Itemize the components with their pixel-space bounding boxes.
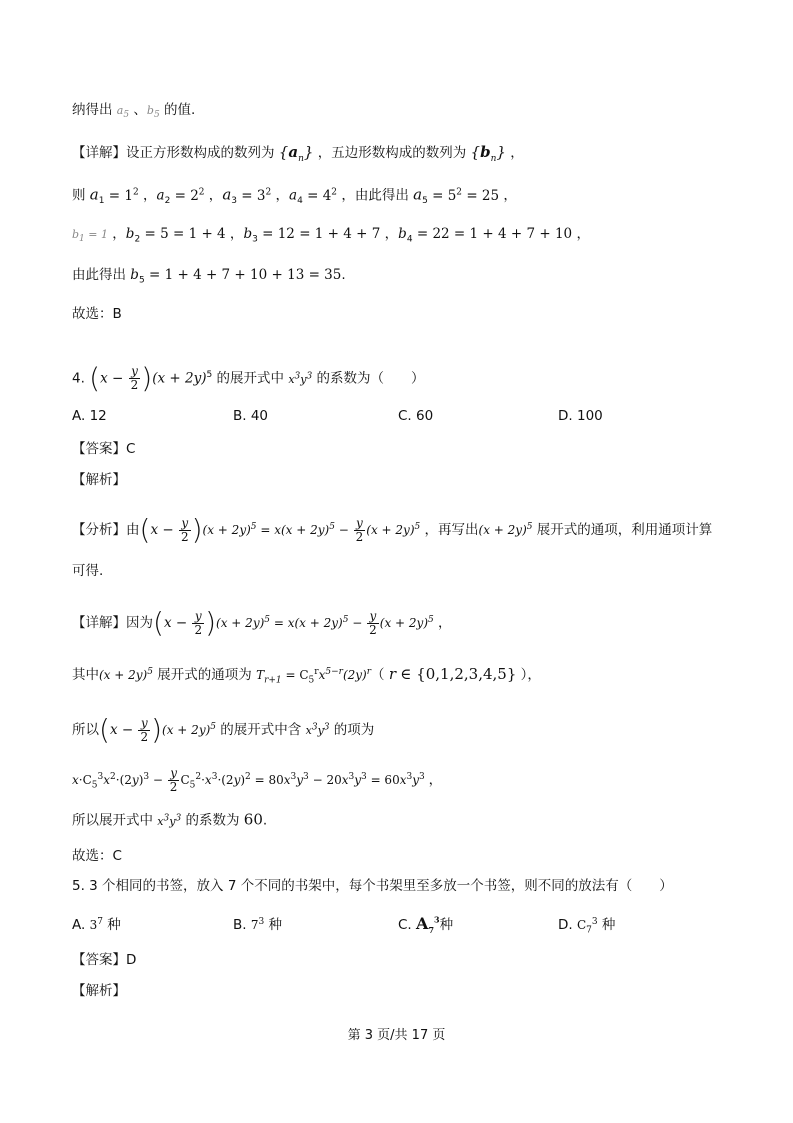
q4-fenxi: 【分析】由(x − $\frac{y}{2}$ )$(x + 2y)^5 = x(x + 2y)^5$ − $\frac{y}{2}$ $(x + 2y)^5$ ，再写出$(x + 2y)^5$ 展开式的通项，利用通项计算 [72,513,713,546]
q4-calc: $x\cdot C_5^3x^2\cdot(2y)^3$ − $\frac{y}{2}$ $C_5^2\cdot x^3\cdot(2y)^2 = 80x^3y^3 - 20x^3y^3 = 60x^3y^3$ ， [72,766,443,794]
choose-c: 故选：C [72,848,122,864]
choose-b: 故选：B [72,306,122,322]
q4-option-c: C. 60 [398,408,434,424]
q5-option-d: D. $C_7^3$ 种 [558,917,616,936]
detail-tag: 【详解】 [72,145,126,161]
detail-line-3: $b_1 = 1$ ，$b_2 = 5 = 1 + 4$ ，$b_3 = 12 = 1 + 4 + 7$ ，$b_4 = 22 = 1 + 4 + 7 + 10$ ， [72,226,590,245]
q4-term-line: 所以(x − $\frac{y}{2}$ )$(x + 2y)^5$ 的展开式中含 $x^3y^3$ 的项为 [72,713,375,746]
text-line-1: 纳得出 $a_5$ 、$b_5$ 的值. [72,102,196,121]
q4-general-term: 其中$(x + 2y)^5$ 展开式的通项为 $T_{r+1} = C_5^rx^{5-r}(2y)^r$（ r ∈ {0,1,2,3,4,5} ）， [72,665,541,686]
detail-line-2: 则 $a_1 = 1^2$ ，$a_2 = 2^2$ ，$a_3 = 3^2$ ，$a_4 = 4^2$ ，由此得出 $a_5 = 5^2 = 25$ ， [72,185,517,207]
q4-result: 所以展开式中 $x^3y^3$ 的系数为 60. [72,810,268,829]
q4-answer: 【答案】C [72,441,136,457]
page-footer: 第 3 页/共 17 页 [347,1028,446,1043]
q5-option-b: B. $7^3$ 种 [233,917,283,933]
q4-option-d: D. 100 [558,408,603,424]
q4-xiangjie: 【详解】因为(x − $\frac{y}{2}$ )$(x + 2y)^5 = x(x + 2y)^5$ − $\frac{y}{2}$ $(x + 2y)^5$ ， [72,606,452,639]
xiangjie-tag: 【详解】 [72,615,126,631]
detail-line-1: 【详解】设正方形数构成的数列为 $\{a_n\}$ ，五边形数构成的数列为 $\{b_n\}$ ， [72,143,524,164]
question-4: 4. (x − $\frac{y}{2}$ )$(x + 2y)^5$ 的展开式中 $x^3y^3$ 的系数为（ ） [72,361,425,395]
q4-option-a: A. 12 [72,408,107,424]
q5-answer: 【答案】D [72,952,137,968]
q4-option-b: B. 40 [233,408,269,424]
detail-line-4: 由此得出 $b_5 = 1 + 4 + 7 + 10 + 13 = 35$. [72,267,346,286]
q5-jiexi: 【解析】 [72,983,126,999]
question-5: 5. 3 个相同的书签，放入 7 个不同的书架中，每个书架里至多放一个书签，则不同的放法有（ ） [72,878,673,894]
q5-option-c: C. $A_7^3$种 [398,914,454,936]
q4-fenxi-2: 可得. [72,563,104,579]
q4-jiexi: 【解析】 [72,472,126,488]
q5-option-a: A. $3^7$ 种 [72,917,121,933]
fenxi-tag: 【分析】 [72,522,126,538]
